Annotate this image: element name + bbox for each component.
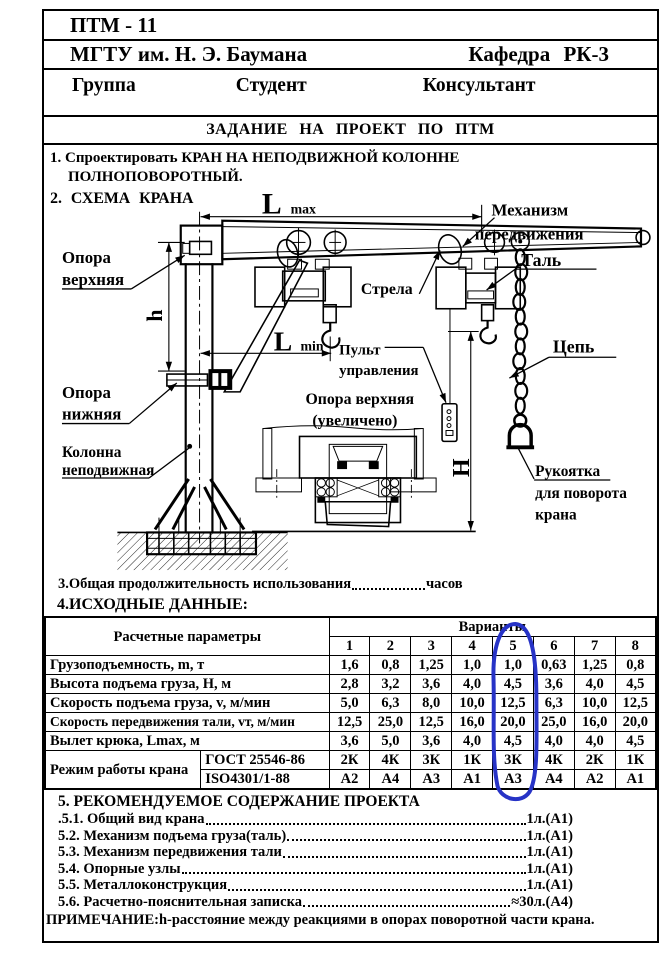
- foundation: [117, 479, 287, 570]
- param-value-cell: 5,0: [329, 694, 370, 713]
- lmax-label: L: [261, 188, 282, 221]
- param-value-cell: 1,0: [493, 656, 534, 675]
- param-value-cell: 4,0: [574, 675, 615, 694]
- task-item-2: 2. СХЕМА КРАНА: [50, 189, 194, 207]
- lower-support-label-2: нижняя: [61, 404, 122, 424]
- table-row: [45, 675, 656, 694]
- param-value-cell: 0,63: [533, 656, 574, 675]
- param-label-cell: Грузоподъемность, m, т: [45, 656, 329, 675]
- column-label-1: Колонна: [61, 444, 122, 462]
- param-value-cell: 20,0: [493, 713, 534, 732]
- param-value-cell: 25,0: [533, 713, 574, 732]
- param-value-cell: 2К: [574, 751, 615, 770]
- param-value-cell: 6,3: [370, 694, 411, 713]
- task-item-3-label: 3.Общая продолжительность использования: [58, 576, 352, 592]
- travel-mechanism-label-2: передвижения: [474, 224, 584, 244]
- project-content-item: [58, 861, 573, 878]
- task-item-1-line1: 1. Спроектировать КРАН НА НЕПОДВИЖНОЙ КОЛОННЕ: [50, 150, 460, 166]
- crane-schematic: [44, 187, 657, 575]
- param-label-cell: Вылет крюка, Lmax, м: [45, 732, 329, 751]
- item-sheets: 1л.(А1): [526, 860, 573, 877]
- handle-label-2: для поворота: [535, 484, 627, 502]
- param-value-cell: 3,6: [329, 732, 370, 751]
- table-row: [45, 751, 656, 770]
- upper-support-detail: [256, 426, 436, 527]
- param-label-cell: Высота подъема груза, Н, м: [45, 675, 329, 694]
- column-label-2: неподвижная: [61, 462, 155, 480]
- department-name: Кафедра РК-3: [468, 42, 609, 66]
- param-value-cell: 0,8: [615, 656, 656, 675]
- param-value-cell: 4К: [533, 751, 574, 770]
- param-value-cell: 4,0: [574, 732, 615, 751]
- param-value-cell: 1,25: [411, 656, 452, 675]
- param-value-cell: А3: [493, 770, 534, 790]
- page-frame: [42, 9, 659, 943]
- variants-table-wrap: [44, 616, 657, 790]
- param-value-cell: 3,2: [370, 675, 411, 694]
- param-value-cell: 1,0: [452, 656, 493, 675]
- param-value-cell: 1К: [615, 751, 656, 770]
- section-5-heading: 5. РЕКОМЕНДУЕМОЕ СОДЕРЖАНИЕ ПРОЕКТА: [58, 793, 420, 810]
- student-label: Студент: [235, 75, 307, 96]
- standard-cell: ГОСТ 25546-86: [201, 751, 329, 770]
- jib-label: Стрела: [360, 280, 413, 298]
- param-value-cell: 4,0: [533, 732, 574, 751]
- task-item-3: [58, 576, 463, 593]
- diagonal-brace: [224, 260, 307, 392]
- detail-title-2: (увеличено): [312, 412, 398, 430]
- chain-label: Цепь: [552, 336, 595, 357]
- table-row: [45, 694, 656, 713]
- param-value-cell: 20,0: [615, 713, 656, 732]
- param-value-cell: 12,5: [615, 694, 656, 713]
- project-content-item: [58, 844, 573, 861]
- upper-support-box: [181, 226, 223, 265]
- task-item-1: [50, 149, 653, 187]
- variants-header-cell: Варианты: [329, 617, 656, 637]
- task-item-3-unit: часов: [425, 576, 463, 592]
- param-value-cell: 5,0: [370, 732, 411, 751]
- consultant-label: Консультант: [422, 75, 536, 96]
- variant-number-cell: 3: [411, 637, 452, 656]
- hand-chain: [506, 249, 534, 447]
- param-value-cell: А4: [533, 770, 574, 790]
- handle-label-1: Рукоятка: [535, 463, 601, 481]
- param-value-cell: 2К: [329, 751, 370, 770]
- group-label: Группа: [72, 75, 136, 96]
- handle-label-3: крана: [535, 506, 577, 524]
- project-content-item: [58, 811, 573, 828]
- note-line: ПРИМЕЧАНИЕ:h-расстояние между реакциями в опорах поворотной части крана.: [46, 912, 595, 928]
- param-value-cell: А3: [411, 770, 452, 790]
- project-content-item: [58, 828, 573, 845]
- param-value-cell: 3,6: [411, 732, 452, 751]
- h-label: h: [142, 309, 167, 322]
- param-value-cell: 0,8: [370, 656, 411, 675]
- param-label-cell: Скорость подъема груза, v, м/мин: [45, 694, 329, 713]
- pendant-label-2: управления: [339, 363, 419, 380]
- standard-cell: ISO4301/1-88: [201, 770, 329, 790]
- table-row: [45, 617, 656, 637]
- param-value-cell: 12,5: [329, 713, 370, 732]
- param-value-cell: 4,0: [452, 675, 493, 694]
- hoist-label: Таль: [521, 250, 562, 271]
- item-label: 5.6. Расчетно-пояснительная записка: [58, 893, 302, 910]
- item-label: .5.1. Общий вид крана: [58, 811, 205, 827]
- param-value-cell: 4К: [370, 751, 411, 770]
- H-label: H: [448, 458, 475, 478]
- param-value-cell: 10,0: [574, 694, 615, 713]
- section-5: [44, 793, 657, 929]
- param-value-cell: А2: [329, 770, 370, 790]
- variant-number-cell: 6: [533, 637, 574, 656]
- variant-number-cell: 1: [329, 637, 370, 656]
- detail-title-1: Опора верхняя: [305, 390, 415, 408]
- param-value-cell: 4,5: [615, 732, 656, 751]
- param-header-cell: Расчетные параметры: [45, 617, 329, 656]
- item-sheets: ≈30л.(А4): [511, 893, 573, 910]
- mode-label-cell: Режим работы крана: [45, 751, 201, 790]
- project-content-item: [58, 877, 573, 894]
- param-value-cell: 3,6: [533, 675, 574, 694]
- lmin-label: L: [273, 325, 293, 357]
- lmin-sub: min: [300, 338, 324, 354]
- variants-table: [44, 616, 657, 790]
- dot-leader: [228, 889, 525, 891]
- param-value-cell: А2: [574, 770, 615, 790]
- task-item-1-line2: ПОЛНОПОВОРОТНЫЙ.: [68, 169, 243, 185]
- project-content-item: [58, 894, 573, 911]
- dot-leader: [182, 872, 526, 874]
- item-label: 5.3. Механизм передвижения тали: [58, 844, 282, 860]
- travel-mechanism-label-1: Механизм: [491, 200, 569, 220]
- dot-leader: [287, 839, 525, 841]
- table-row: [45, 713, 656, 732]
- variant-number-cell: 5: [493, 637, 534, 656]
- dot-leader: [352, 588, 425, 590]
- param-value-cell: 4,5: [615, 675, 656, 694]
- param-value-cell: 16,0: [574, 713, 615, 732]
- lower-support-label-1: Опора: [61, 382, 111, 402]
- param-value-cell: А1: [615, 770, 656, 790]
- item-sheets: 1л.(А1): [526, 844, 573, 860]
- dot-leader: [303, 905, 510, 907]
- org-row: [44, 41, 657, 70]
- item-label: 5.2. Механизм подъема груза(таль): [58, 827, 287, 844]
- param-value-cell: 25,0: [370, 713, 411, 732]
- param-value-cell: А4: [370, 770, 411, 790]
- param-value-cell: 4,0: [452, 732, 493, 751]
- param-label-cell: Скорость передвижения тали, vт, м/мин: [45, 713, 329, 732]
- dimension-lmin: [201, 325, 332, 356]
- task-item-4: 4.ИСХОДНЫЕ ДАННЫЕ:: [57, 596, 248, 613]
- param-value-cell: 10,0: [452, 694, 493, 713]
- dot-leader: [283, 856, 526, 858]
- doc-code: ПТМ - 11: [44, 11, 657, 41]
- param-value-cell: 6,3: [533, 694, 574, 713]
- param-value-cell: 16,0: [452, 713, 493, 732]
- param-value-cell: 1,6: [329, 656, 370, 675]
- table-row: [45, 732, 656, 751]
- item-sheets: 1л.(А1): [526, 827, 573, 844]
- assignment-title: ЗАДАНИЕ НА ПРОЕКТ ПО ПТМ: [44, 117, 657, 145]
- param-value-cell: 3К: [493, 751, 534, 770]
- param-value-cell: 4,5: [493, 732, 534, 751]
- param-value-cell: 12,5: [411, 713, 452, 732]
- pendant-control: [442, 309, 457, 442]
- param-value-cell: 2,8: [329, 675, 370, 694]
- upper-support-label-2: верхняя: [61, 269, 125, 289]
- param-value-cell: 12,5: [493, 694, 534, 713]
- item-sheets: 1л.(А1): [526, 877, 573, 893]
- variant-number-cell: 8: [615, 637, 656, 656]
- item-sheets: 1л.(А1): [526, 811, 573, 827]
- variant-number-cell: 7: [574, 637, 615, 656]
- item-label: 5.5. Металлоконструкция: [58, 877, 228, 893]
- pendant-label-1: Пульт: [339, 342, 381, 359]
- people-row: [44, 70, 657, 117]
- param-value-cell: 3К: [411, 751, 452, 770]
- lmax-sub: max: [290, 201, 317, 217]
- variant-number-cell: 4: [452, 637, 493, 656]
- variant-number-cell: 2: [370, 637, 411, 656]
- param-value-cell: 4,5: [493, 675, 534, 694]
- param-value-cell: А1: [452, 770, 493, 790]
- param-value-cell: 1,25: [574, 656, 615, 675]
- upper-support-label-1: Опора: [61, 248, 111, 268]
- param-value-cell: 3,6: [411, 675, 452, 694]
- dot-leader: [206, 823, 526, 825]
- item-label: 5.4. Опорные узлы: [58, 860, 181, 877]
- param-value-cell: 1К: [452, 751, 493, 770]
- table-row: [45, 656, 656, 675]
- university-name: МГТУ им. Н. Э. Баумана: [70, 42, 308, 66]
- param-value-cell: 8,0: [411, 694, 452, 713]
